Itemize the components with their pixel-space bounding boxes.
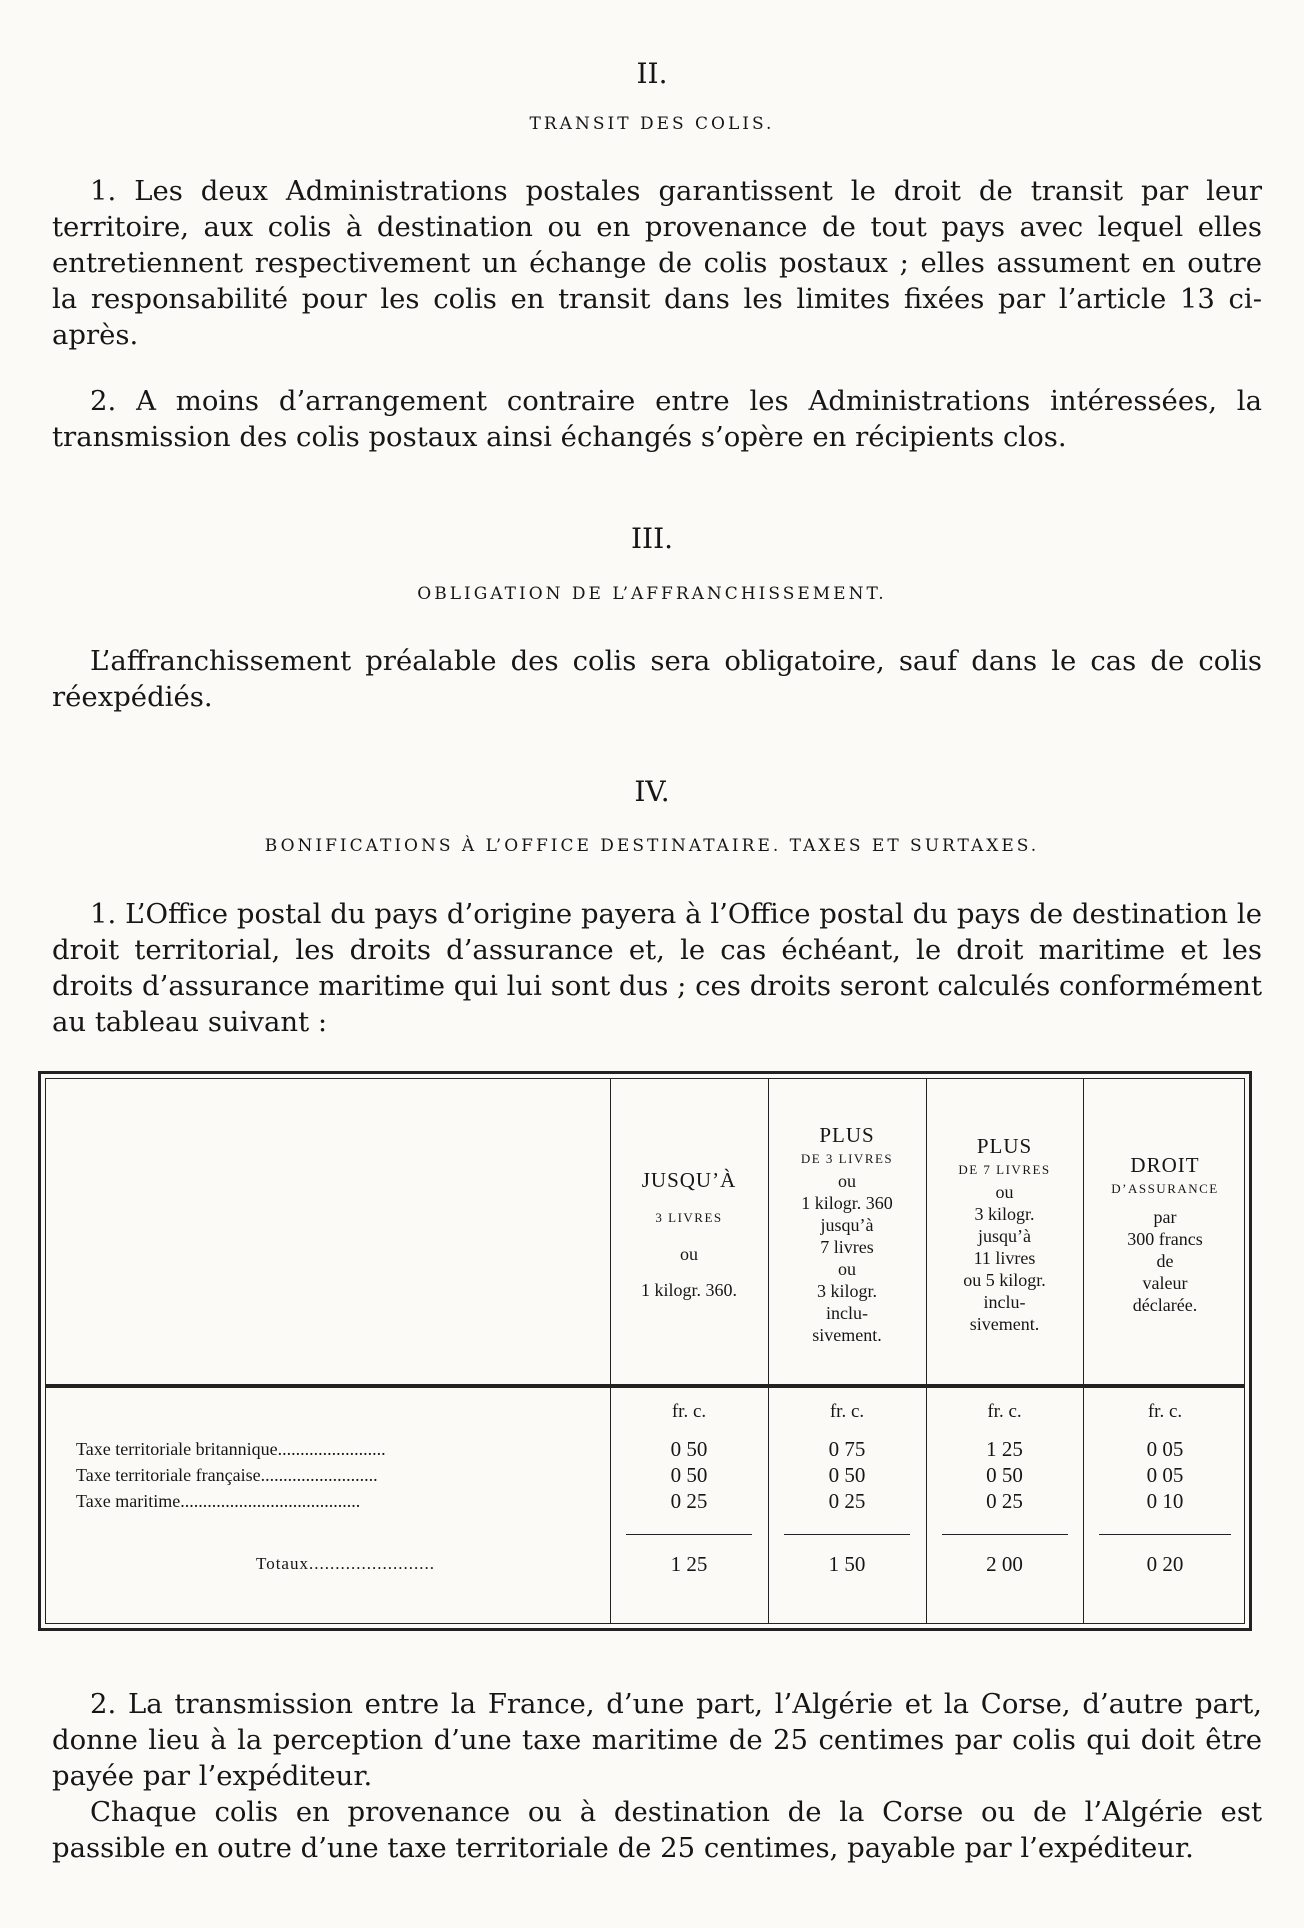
header-col-1-line: JUSQU’À <box>641 1168 737 1192</box>
unit-label: fr. c. <box>671 1401 707 1422</box>
table-divider <box>768 1079 769 1623</box>
header-col-3-line: PLUS <box>976 1134 1033 1158</box>
header-col-4-line: DROIT <box>1130 1153 1200 1177</box>
section-2-number: II. <box>636 57 668 90</box>
row-label-francaise: Taxe territoriale française.......................... <box>76 1465 378 1485</box>
rates-table <box>38 1071 1252 1631</box>
table-cell: 0 05 <box>1146 1437 1184 1461</box>
header-col-2-line: 1 kilogr. 360 <box>801 1193 893 1213</box>
table-cell: 0 05 <box>1146 1463 1184 1487</box>
table-cell: 0 10 <box>1146 1489 1184 1513</box>
header-col-1-line: 1 kilogr. 360. <box>640 1280 737 1300</box>
total-cell: 1 50 <box>828 1552 866 1576</box>
section-3-number: III. <box>630 522 674 555</box>
header-col-2-line: inclu- <box>826 1303 868 1323</box>
header-col-3-line: inclu- <box>983 1292 1026 1312</box>
header-col-3-line: ou <box>995 1182 1014 1202</box>
header-col-4-line: déclarée. <box>1132 1295 1198 1315</box>
section-3-paragraph-1: L’affranchissement préalable des colis sera obligatoire, sauf dans le cas de colis réexpédiés. <box>52 645 1262 713</box>
header-col-1 <box>612 1089 766 1379</box>
table-cell: 0 50 <box>828 1463 866 1487</box>
unit-label: fr. c. <box>987 1401 1022 1422</box>
header-col-4 <box>1085 1089 1245 1379</box>
total-rule <box>784 1534 910 1535</box>
header-col-3-line: sivement. <box>969 1314 1040 1334</box>
unit-label: fr. c. <box>829 1401 865 1422</box>
table-cell: 0 50 <box>670 1437 708 1461</box>
total-rule <box>626 1534 752 1535</box>
header-col-2-line: 3 kilogr. <box>816 1281 877 1301</box>
header-col-3-line: DE 7 LIVRES <box>958 1162 1051 1177</box>
header-col-2 <box>770 1089 924 1379</box>
section-4-paragraph-1: 1. L’Office postal du pays d’origine payera à l’Office postal du pays de destination le droit territorial, les droits d’assurance et, le cas échéant, le droit maritime et les droits d’assurance maritime qui lui sont dus ; ces droits seront calculés conformément au tableau suivant : <box>52 898 1262 1038</box>
section-3-title: OBLIGATION DE L’AFFRANCHISSEMENT. <box>417 584 887 604</box>
header-col-4-line: de <box>1156 1251 1174 1271</box>
header-col-2-line: ou <box>838 1171 856 1191</box>
total-cell: 2 00 <box>986 1552 1023 1576</box>
table-divider <box>610 1079 611 1623</box>
header-col-3-line: ou 5 kilogr. <box>963 1270 1046 1290</box>
table-cell: 0 25 <box>828 1489 866 1513</box>
row-label-britannique: Taxe territoriale britannique........................ <box>76 1439 386 1459</box>
header-col-2-line: sivement. <box>812 1325 882 1345</box>
table-cell: 0 50 <box>986 1463 1023 1487</box>
totals-label <box>76 1552 606 1576</box>
header-col-3-line: 3 kilogr. <box>974 1204 1035 1224</box>
section-2-paragraph-1: 1. Les deux Administrations postales garantissent le droit de transit par leur territoire, aux colis à destination ou en provenance de tout pays avec lequel elles entretiennent respectivement un échange de colis postaux ; elles assument en outre la responsabilité pour les colis en transit dans les limites fixées par l’article 13 ci-après. <box>52 175 1262 351</box>
header-col-3-line: jusqu’à <box>978 1226 1031 1246</box>
totals-label-text: Totaux........................ <box>256 1554 435 1573</box>
section-4-number: IV. <box>634 775 670 808</box>
header-col-4-line: par <box>1153 1207 1177 1227</box>
table-cell: 0 50 <box>670 1463 708 1487</box>
section-4-paragraph-2: 2. La transmission entre la France, d’une part, l’Algérie et la Corse, d’autre part, donne lieu à la perception d’une taxe maritime de 25 centimes par colis qui doit être payée par l’expéditeur. <box>52 1688 1262 1792</box>
rates-table-inner <box>45 1078 1245 1624</box>
section-2-paragraph-2: 2. A moins d’arrangement contraire entre les Administrations intéressées, la transmission des colis postaux ainsi échangés s’opère en récipients clos. <box>52 385 1262 453</box>
total-rule <box>1099 1534 1231 1535</box>
table-divider <box>1083 1079 1084 1623</box>
total-cell: 1 25 <box>670 1552 708 1576</box>
table-header-rule <box>46 1384 1244 1388</box>
section-4-title: BONIFICATIONS À L’OFFICE DESTINATAIRE. TAXES ET SURTAXES. <box>264 836 1040 856</box>
section-4-paragraph-3: Chaque colis en provenance ou à destination de la Corse ou de l’Algérie est passible en outre d’une taxe territoriale de 25 centimes, payable par l’expéditeur. <box>52 1796 1262 1864</box>
header-col-2-line: jusqu’à <box>820 1215 874 1235</box>
header-col-1-line: ou <box>680 1244 698 1264</box>
total-rule <box>942 1534 1068 1535</box>
header-col-4-line: D’ASSURANCE <box>1111 1181 1219 1196</box>
header-col-1-line: 3 LIVRES <box>655 1210 723 1225</box>
header-col-3 <box>928 1089 1081 1379</box>
header-col-2-line: DE 3 LIVRES <box>800 1151 894 1166</box>
header-col-2-line: PLUS <box>819 1123 875 1147</box>
total-cell: 0 20 <box>1146 1552 1184 1576</box>
header-col-2-line: 7 livres <box>820 1237 874 1257</box>
header-col-3-line: 11 livres <box>973 1248 1036 1268</box>
unit-label: fr. c. <box>1147 1401 1183 1422</box>
table-divider <box>926 1079 927 1623</box>
header-col-4-line: 300 francs <box>1127 1229 1203 1249</box>
row-label-maritime: Taxe maritime........................................ <box>76 1491 361 1511</box>
header-col-4-line: valeur <box>1142 1273 1188 1293</box>
header-col-2-line: ou <box>838 1259 856 1279</box>
table-cell: 0 25 <box>986 1489 1023 1513</box>
table-cell: 0 75 <box>828 1437 866 1461</box>
section-2-title: TRANSIT DES COLIS. <box>529 114 775 134</box>
table-cell: 0 25 <box>670 1489 708 1513</box>
table-cell: 1 25 <box>986 1437 1023 1461</box>
